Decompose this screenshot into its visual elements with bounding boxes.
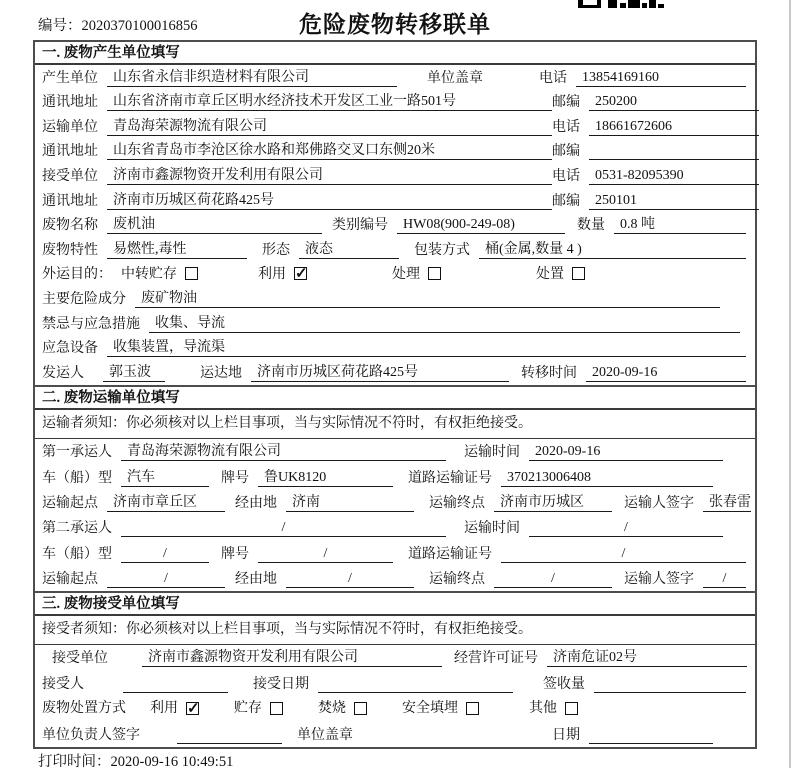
disposal-label: 废物处置方式: [42, 701, 126, 717]
characteristics-value: 易燃性,毒性: [107, 238, 247, 259]
disposal-option-storage-label: 贮存: [234, 701, 262, 717]
row-vehicle2: [35, 540, 755, 565]
amount-label: 签收量: [543, 676, 585, 692]
transporter-value: 青岛海荣源物流有限公司: [107, 115, 552, 136]
recipient-value: [123, 692, 228, 693]
serial-label: 编号：: [38, 18, 82, 34]
time2-label: 运输时间: [464, 521, 520, 537]
vehicle1-label: 车（船）型: [42, 470, 112, 486]
row-emergency-measures: [35, 311, 755, 336]
quantity-label: 数量: [577, 218, 605, 234]
serial-value: 2020370100016856: [81, 18, 198, 34]
address3-value: 济南市历城区荷花路425号: [107, 189, 552, 210]
row-receiver-unit: [35, 163, 755, 188]
section-receiver-heading: 三. 废物接受单位填写: [35, 593, 755, 616]
sign1-value: 张春雷: [703, 491, 751, 512]
row-transporter-address: [35, 139, 755, 164]
sign2-value: /: [703, 571, 746, 588]
phone2-label: 电话: [552, 119, 580, 135]
end2-value: /: [494, 571, 612, 588]
disposal-utilize-checkbox: [186, 702, 199, 715]
disposal-incinerate-checkbox: [354, 702, 367, 715]
permit1-label: 道路运输证号: [408, 470, 492, 486]
origin2-value: /: [107, 571, 225, 588]
page-title: 危险废物转移联单: [299, 12, 491, 37]
transfer-form: [33, 40, 757, 749]
time1-value: 2020-09-16: [529, 444, 723, 461]
packaging-value: 桶(金属,数量 4 ): [479, 238, 746, 259]
transfer-date-value: 2020-09-16: [586, 365, 746, 382]
address1-value: 山东省济南市章丘区明水经济技术开发区工业一路501号: [107, 90, 552, 111]
via1-label: 经由地: [235, 495, 277, 511]
row-transporter-unit: [35, 114, 755, 139]
time1-label: 运输时间: [464, 445, 520, 461]
origin2-label: 运输起点: [42, 572, 98, 588]
row-disposal-method: [35, 696, 755, 721]
vehicle1-value: 汽车: [121, 466, 209, 487]
license-value: 济南危证02号: [547, 646, 747, 667]
zip1-label: 邮编: [552, 95, 580, 111]
carrier1-value: 青岛海荣源物流有限公司: [121, 440, 446, 461]
row-receiver-address: [35, 188, 755, 213]
recipient-label: 接受人: [42, 676, 84, 692]
transfer-date-label: 转移时间: [521, 365, 577, 381]
receiver-label: 接受单位: [42, 168, 98, 184]
amount-value: [594, 692, 746, 693]
via1-value: 济南: [286, 491, 414, 512]
unit-seal2-label: 单位盖章: [297, 727, 353, 743]
accept-unit-label: 接受单位: [52, 651, 108, 667]
hazard-label: 主要危险成分: [42, 291, 126, 307]
form-value: 液态: [299, 238, 399, 259]
plate1-label: 牌号: [221, 470, 249, 486]
qr-code-fragment: [578, 0, 664, 9]
row-transfer-purpose: [35, 262, 755, 287]
row-accept-unit: [35, 645, 755, 670]
purpose-option-storage-label: 中转贮存: [121, 266, 177, 282]
disposal-landfill-checkbox: [466, 702, 479, 715]
phone3-label: 电话: [552, 168, 580, 184]
row-manager-sign: [35, 721, 755, 746]
purpose-option-dispose-label: 处置: [536, 266, 564, 282]
zip1-value: 250200: [589, 94, 759, 111]
purpose-option-treat: [392, 263, 441, 283]
carrier2-label: 第二承运人: [42, 521, 112, 537]
carrier1-label: 第一承运人: [42, 445, 112, 461]
disposal-option-utilize: [150, 697, 199, 717]
plate2-label: 牌号: [221, 546, 249, 562]
disposal-other-checkbox: [565, 702, 578, 715]
zip2-value: [589, 159, 759, 160]
address2-value: 山东省青岛市李沧区徐水路和郑佛路交叉口东侧20米: [107, 139, 552, 160]
receiver-notice: 接受者须知：你必须核对以上栏目事项，当与实际情况不符时，有权拒绝接受。: [35, 616, 755, 645]
disposal-storage-checkbox: [270, 702, 283, 715]
purpose-storage-checkbox: [185, 267, 198, 280]
plate1-value: 鲁UK8120: [258, 466, 393, 487]
print-time-line: [38, 750, 233, 768]
origin1-label: 运输起点: [42, 495, 98, 511]
disposal-option-incinerate-label: 焚烧: [318, 701, 346, 717]
carrier2-value: /: [121, 520, 446, 537]
row-recipient: [35, 670, 755, 695]
row-route2: [35, 566, 755, 591]
row-waste-characteristics: [35, 237, 755, 262]
phone3-value: 0531-82095390: [589, 168, 759, 185]
unit-seal-label: 单位盖章: [427, 70, 483, 86]
hazard-value: 废矿物油: [135, 287, 720, 308]
zip2-label: 邮编: [552, 144, 580, 160]
destination-value: 济南市历城区荷花路425号: [251, 361, 509, 382]
date-value: [589, 743, 713, 744]
transporter-label: 运输单位: [42, 119, 98, 135]
sign2-label: 运输人签字: [624, 572, 694, 588]
producer-value: 山东省永信非织造材料有限公司: [107, 66, 397, 87]
destination-label: 运达地: [200, 365, 242, 381]
receiver-value: 济南市鑫源物资开发利用有限公司: [107, 164, 552, 185]
purpose-dispose-checkbox: [572, 267, 585, 280]
section-producer: [35, 42, 755, 385]
end1-label: 运输终点: [429, 495, 485, 511]
section-receiver: [35, 591, 755, 747]
row-vehicle1: [35, 464, 755, 489]
end2-label: 运输终点: [429, 572, 485, 588]
row-waste-name: [35, 213, 755, 238]
row-producer-unit: [35, 65, 755, 90]
equipment-value: 收集装置，导流渠: [107, 336, 746, 357]
print-time-label: 打印时间：: [38, 754, 111, 768]
packaging-label: 包装方式: [414, 242, 470, 258]
date-label: 日期: [552, 727, 580, 743]
producer-label: 产生单位: [42, 70, 98, 86]
purpose-option-treat-label: 处理: [392, 266, 420, 282]
disposal-option-landfill-label: 安全填埋: [402, 701, 458, 717]
consignor-label: 发运人: [42, 365, 84, 381]
license-label: 经营许可证号: [454, 651, 538, 667]
print-time-value: 2020-09-16 10:49:51: [110, 754, 234, 768]
row-route1: [35, 490, 755, 515]
equipment-label: 应急设备: [42, 341, 98, 357]
purpose-option-storage: [121, 263, 198, 283]
accept-date-value: [318, 692, 513, 693]
accept-unit-value: 济南市鑫源物资开发利用有限公司: [142, 646, 442, 667]
consignor-value: 郭玉波: [103, 361, 165, 382]
zip3-label: 邮编: [552, 193, 580, 209]
category-label: 类别编号: [332, 218, 388, 234]
manager-sign-label: 单位负责人签字: [42, 727, 140, 743]
accept-date-label: 接受日期: [253, 676, 309, 692]
quantity-value: 0.8 吨: [614, 213, 746, 234]
characteristics-label: 废物特性: [42, 242, 98, 258]
origin1-value: 济南市章丘区: [107, 491, 225, 512]
section-transporter-heading: 二. 废物运输单位填写: [35, 387, 755, 410]
disposal-option-landfill: [402, 697, 479, 717]
phone2-value: 18661672606: [589, 119, 759, 136]
section-producer-heading: 一. 废物产生单位填写: [35, 42, 755, 65]
row-hazard-components: [35, 286, 755, 311]
time2-value: /: [529, 520, 723, 537]
vehicle2-label: 车（船）型: [42, 546, 112, 562]
permit2-value: /: [501, 546, 746, 563]
vehicle2-value: /: [121, 546, 209, 563]
row-emergency-equipment: [35, 336, 755, 361]
purpose-option-utilize: [258, 263, 307, 283]
transporter-notice: 运输者须知：你必须核对以上栏目事项，当与实际情况不符时，有权拒绝接受。: [35, 410, 755, 439]
permit2-label: 道路运输证号: [408, 546, 492, 562]
disposal-option-other: [529, 697, 578, 717]
emergency-label: 禁忌与应急措施: [42, 316, 140, 332]
category-value: HW08(900-249-08): [397, 217, 565, 234]
disposal-option-utilize-label: 利用: [150, 701, 178, 717]
plate2-value: /: [258, 546, 393, 563]
zip3-value: 250101: [589, 193, 759, 210]
emergency-value: 收集、导流: [149, 312, 740, 333]
row-consignor: [35, 360, 755, 385]
permit1-value: 370213006408: [501, 470, 713, 487]
address1-label: 通讯地址: [42, 95, 98, 111]
row-first-carrier: [35, 439, 755, 464]
via2-value: /: [286, 571, 414, 588]
form-label: 形态: [262, 242, 290, 258]
address2-label: 通讯地址: [42, 144, 98, 160]
address3-label: 通讯地址: [42, 193, 98, 209]
sign1-label: 运输人签字: [624, 495, 694, 511]
purpose-treat-checkbox: [428, 267, 441, 280]
waste-name-value: 废机油: [107, 213, 322, 234]
phone1-value: 13854169160: [576, 70, 746, 87]
purpose-label: 外运目的：: [42, 266, 112, 282]
via2-label: 经由地: [235, 572, 277, 588]
disposal-option-incinerate: [318, 697, 367, 717]
row-producer-address: [35, 90, 755, 115]
manager-sign-value: [177, 743, 282, 744]
section-transporter: [35, 385, 755, 591]
phone1-label: 电话: [539, 70, 567, 86]
purpose-utilize-checkbox: [294, 267, 307, 280]
purpose-option-dispose: [536, 263, 585, 283]
purpose-option-utilize-label: 利用: [258, 266, 286, 282]
disposal-option-storage: [234, 697, 283, 717]
waste-name-label: 废物名称: [42, 218, 98, 234]
row-second-carrier: [35, 515, 755, 540]
disposal-option-other-label: 其他: [529, 701, 557, 717]
end1-value: 济南市历城区: [494, 491, 612, 512]
page-right-edge: [789, 0, 791, 768]
